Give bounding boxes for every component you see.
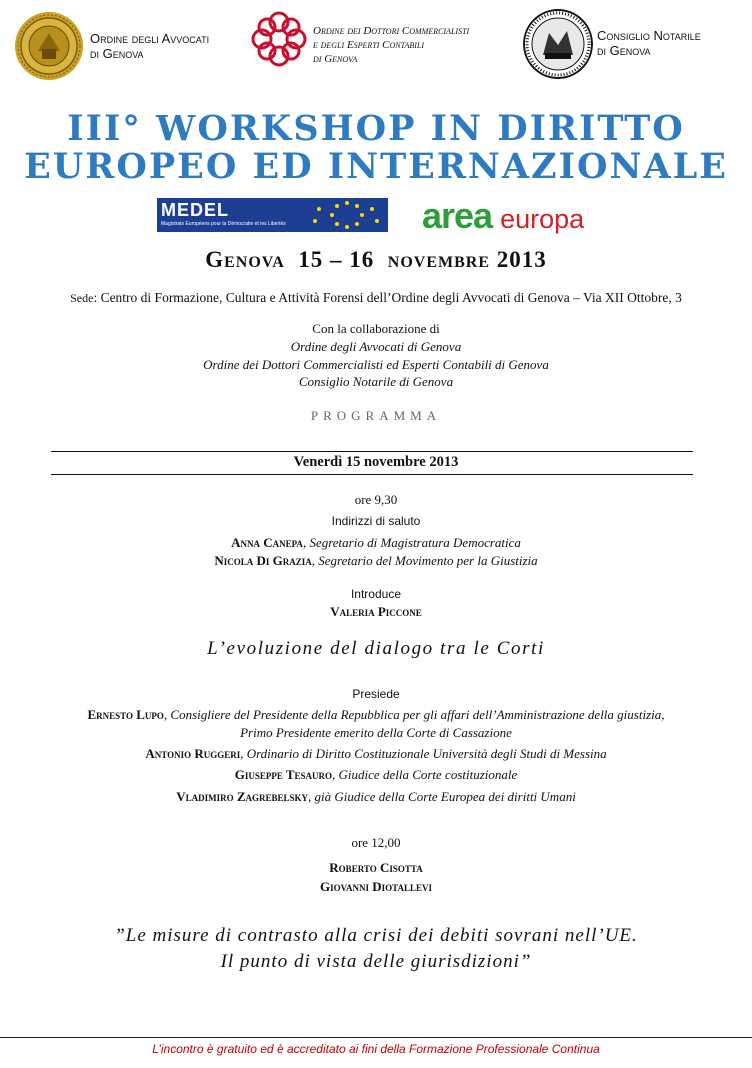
greeter-2-name: Nicola Di Grazia <box>214 553 312 568</box>
avvocati-seal-logo <box>14 11 84 81</box>
commercialisti-logo-line1: Ordine dei Dottori Commercialisti <box>313 25 470 37</box>
venue-text: : Centro di Formazione, Cultura e Attività Forensi dell’Ordine degli Avvocati di Genova – Via XII Ottobre, 3 <box>93 290 682 305</box>
footer-note: L’incontro è gratuito ed è accreditato ai fini della Formazione Professionale Continua <box>152 1042 600 1056</box>
speaker-2 <box>0 767 752 783</box>
medel-logo <box>157 198 388 232</box>
venue-label: Sede <box>70 291 94 305</box>
notarile-seal-logo <box>523 9 593 79</box>
speaker-3 <box>0 789 752 805</box>
area-europa-logo <box>422 196 584 236</box>
commercialisti-knot-logo <box>250 10 308 68</box>
event-venue <box>0 290 752 306</box>
greetings-label: Indirizzi di saluto <box>331 514 421 528</box>
medel-logo-name: MEDEL <box>161 200 229 220</box>
avvocati-logo-line1: Ordine degli Avvocati <box>90 31 210 46</box>
session2-title-line1: ”Le misure di contrasto alla crisi dei debiti sovrani nell’UE. <box>114 925 638 946</box>
morning-time: ore 9,30 <box>354 492 398 507</box>
session2-title <box>0 923 752 975</box>
area-logo-word: area <box>422 195 493 236</box>
workshop-title <box>0 110 752 186</box>
chair-label: Presiede <box>352 687 400 701</box>
collaboration-label: Con la collaborazione di <box>312 321 440 336</box>
chair-name: Ernesto Lupo <box>87 707 164 722</box>
greeter-1-role: , Segretario di Magistratura Democratica <box>302 535 521 550</box>
medel-logo-tagline: Magistrats Européens pour la Démocratie et les Libertés <box>161 221 286 227</box>
commercialisti-logo-line2: e degli Esperti Contabili <box>313 39 425 51</box>
footer-rule <box>0 1037 752 1038</box>
speaker-2-name: Giuseppe Tesauro <box>234 767 333 782</box>
europa-logo-word: europa <box>500 204 585 234</box>
speaker-3-name: Vladimiro Zagrebelsky <box>176 789 309 804</box>
notarile-logo-text <box>597 28 701 58</box>
commercialisti-logo-text <box>313 24 469 66</box>
introduce-label: Introduce <box>350 587 402 601</box>
chair-role-line2: Primo Presidente emerito della Corte di Cassazione <box>240 725 512 740</box>
greeter-2 <box>0 553 752 569</box>
notarile-logo-line1: Consiglio Notarile <box>597 28 701 43</box>
commercialisti-logo-line3: di Genova <box>313 53 358 65</box>
event-date: Genova 15 – 16 novembre 2013 <box>205 247 547 272</box>
chair <box>0 707 752 723</box>
session2-speaker-1: Roberto Cisotta <box>329 860 423 875</box>
speaker-1-role: , Ordinario di Diritto Costituzionale Università degli Studi di Messina <box>240 746 607 761</box>
introducer-name: Valeria Piccone <box>330 604 422 619</box>
workshop-title-line1: III° WORKSHOP IN DIRITTO <box>67 108 685 149</box>
session2-title-line2: Il punto di vista delle giurisdizioni” <box>220 951 532 972</box>
notarile-logo-line2: di Genova <box>597 43 651 58</box>
greeter-1-name: Anna Canepa <box>231 535 303 550</box>
greeter-1 <box>0 535 752 551</box>
speaker-3-role: , già Giudice della Corte Europea dei diritti Umani <box>308 789 576 804</box>
avvocati-logo-text <box>90 31 209 61</box>
greeter-2-role: , Segretario del Movimento per la Giustizia <box>311 553 538 568</box>
day-top-rule <box>51 451 693 452</box>
collaboration-org-2: Ordine dei Dottori Commercialisti ed Esperti Contabili di Genova <box>203 357 549 372</box>
speaker-1-name: Antonio Ruggeri <box>145 746 241 761</box>
speaker-1 <box>0 746 752 762</box>
session2-speaker-2: Giovanni Diotallevi <box>320 879 432 894</box>
session2-time: ore 12,00 <box>351 835 401 850</box>
programma-heading: PROGRAMMA <box>310 408 442 423</box>
speaker-2-role: , Giudice della Corte costituzionale <box>332 767 518 782</box>
eu-stars-icon <box>307 199 387 231</box>
chair-role: , Consigliere del Presidente della Repubblica per gli affari dell’Amministrazione della giustizia, <box>163 707 665 722</box>
header-logos <box>0 0 752 95</box>
day-heading: Venerdì 15 novembre 2013 <box>293 454 459 470</box>
session1-title: L’evoluzione del dialogo tra le Corti <box>207 638 545 659</box>
avvocati-logo-line2: di Genova <box>90 46 144 61</box>
day-bottom-rule <box>51 474 693 475</box>
collaboration-org-3: Consiglio Notarile di Genova <box>298 374 454 389</box>
collaboration-org-1: Ordine degli Avvocati di Genova <box>290 339 462 354</box>
workshop-title-line2: EUROPEO ED INTERNAZIONALE <box>24 146 728 187</box>
